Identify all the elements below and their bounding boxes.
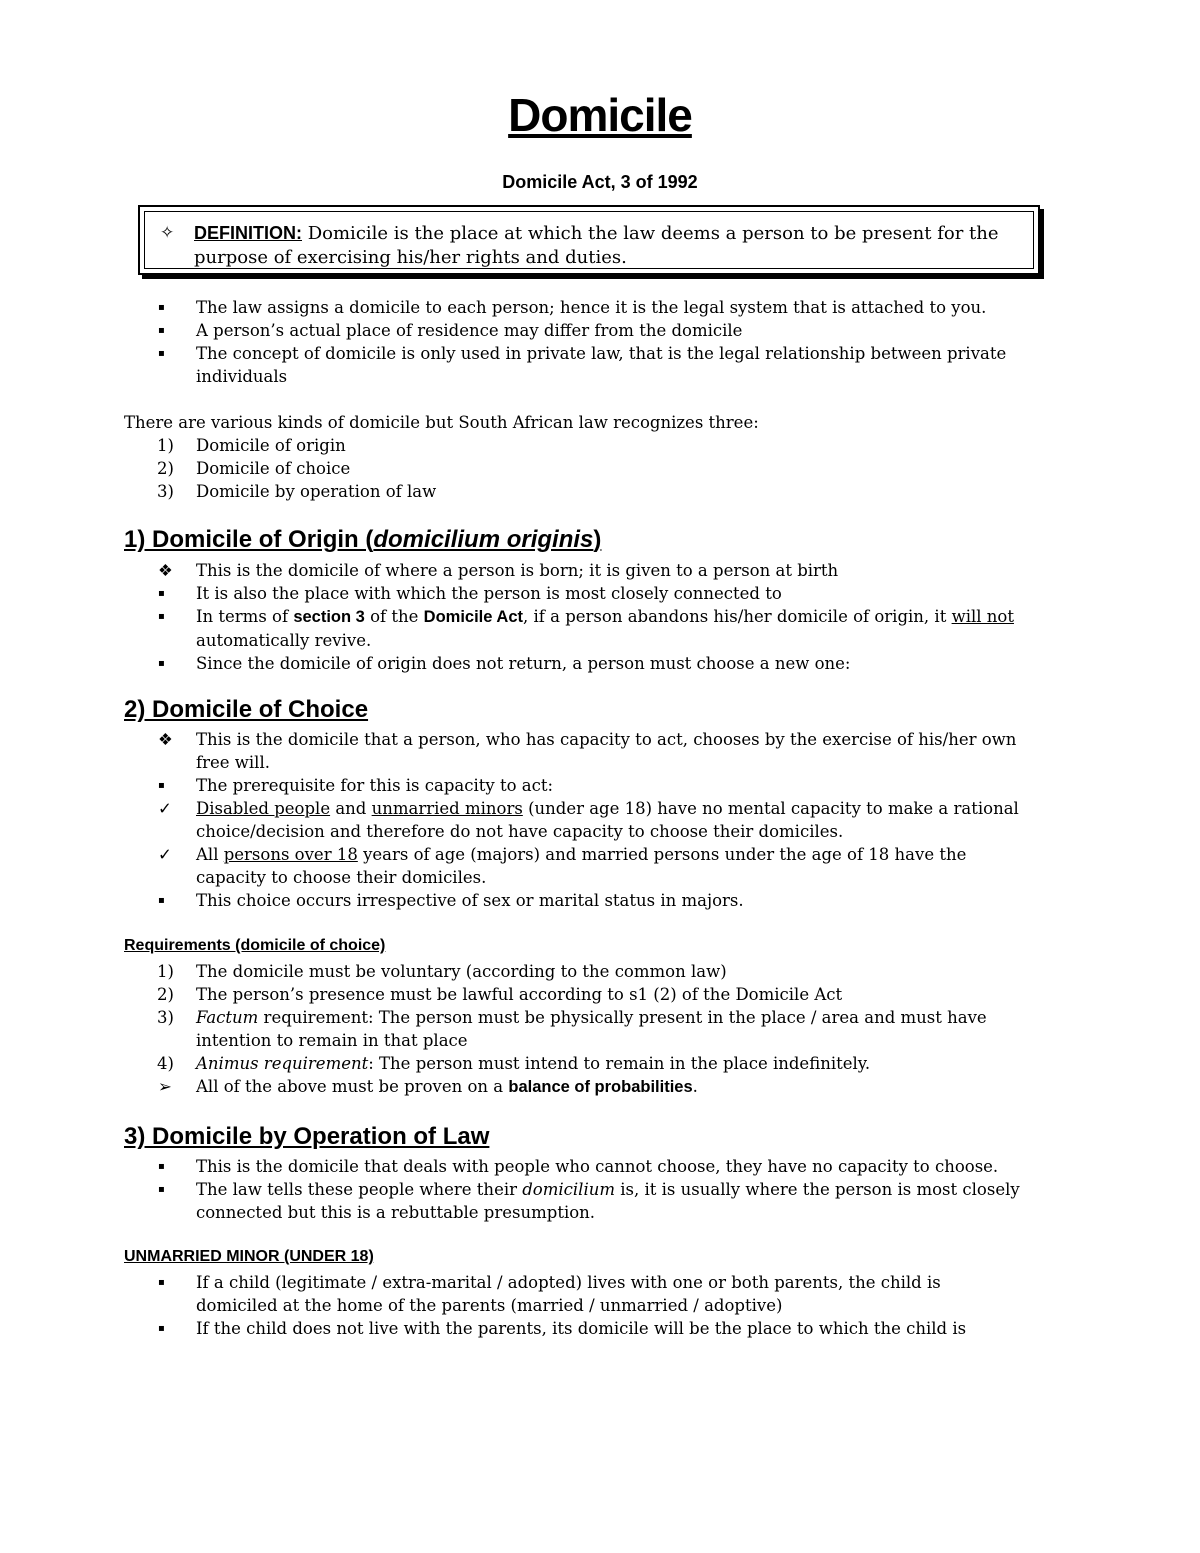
- square-bullet-icon: ▪: [158, 611, 165, 622]
- definition-text: [194, 221, 1024, 270]
- origin-list: [0, 559, 1200, 675]
- kinds-intro: There are various kinds of domicile but South African law recognizes three:: [124, 413, 759, 432]
- kinds-list: [0, 434, 1200, 503]
- list-item: ▪ If the child does not live with the parents, its domicile will be the place to which the child is: [158, 1319, 967, 1338]
- list-item: 2) The person’s presence must be lawful according to s1 (2) of the Domicile Act: [157, 985, 843, 1004]
- square-bullet-icon: ▪: [158, 780, 165, 791]
- arrow-bullet-icon: ➢: [158, 1077, 172, 1096]
- list-item: 3) Domicile by operation of law: [157, 482, 437, 501]
- list-item: ▪ The law assigns a domicile to each person; hence it is the legal system that is attached to you.: [158, 298, 987, 317]
- square-bullet-icon: ▪: [158, 325, 165, 336]
- four-point-star-icon: ✧: [160, 223, 175, 243]
- intro-bullet-list: [0, 296, 1200, 388]
- diamond-bullet-icon: ❖: [158, 730, 173, 749]
- list-item: ❖ This is the domicile that a person, who has capacity to act, chooses by the exercise of his/her own free will.: [158, 730, 1017, 772]
- section-heading-operation: 3) Domicile by Operation of Law: [124, 1123, 490, 1150]
- list-item: ▪ If a child (legitimate / extra-marital / adopted) lives with one or both parents, the child is domiciled at the home of the parents (married / unmarried / adoptive): [158, 1273, 941, 1315]
- square-bullet-icon: ▪: [158, 895, 165, 906]
- requirements-heading: Requirements (domicile of choice): [124, 937, 386, 954]
- square-bullet-icon: ▪: [158, 302, 165, 313]
- list-item: ▪ It is also the place with which the person is most closely connected to: [158, 584, 782, 603]
- list-item: ▪ The law tells these people where their domicilium is, it is usually where the person is most closely connected but this is a rebuttable presumption.: [158, 1180, 1020, 1222]
- list-item: ▪ Since the domicile of origin does not return, a person must choose a new one:: [158, 654, 851, 673]
- list-item: 1) Domicile of origin: [157, 436, 346, 455]
- square-bullet-icon: ▪: [158, 658, 165, 669]
- list-item: ▪ In terms of section 3 of the Domicile Act, if a person abandons his/her domicile of origin, it will not automatically revive.: [158, 607, 1014, 650]
- square-bullet-icon: ▪: [158, 348, 165, 359]
- page-title: Domicile: [508, 89, 692, 141]
- diamond-bullet-icon: ❖: [158, 561, 173, 580]
- square-bullet-icon: ▪: [158, 1277, 165, 1288]
- square-bullet-icon: ▪: [158, 1161, 165, 1172]
- list-item: 2) Domicile of choice: [157, 459, 351, 478]
- list-item: ➢ All of the above must be proven on a balance of probabilities.: [158, 1077, 698, 1096]
- list-item: ▪ The concept of domicile is only used in private law, that is the legal relationship between private individuals: [158, 344, 1007, 386]
- list-item: 3) Factum requirement: The person must be physically present in the place / area and must have intention to remain in that place: [157, 1008, 987, 1050]
- list-item: ▪ This is the domicile that deals with people who cannot choose, they have no capacity to choose.: [158, 1157, 999, 1176]
- check-icon: ✓: [158, 799, 172, 818]
- square-bullet-icon: ▪: [158, 588, 165, 599]
- list-item: 4) Animus requirement: The person must intend to remain in the place indefinitely.: [157, 1054, 871, 1073]
- list-item: ▪ This choice occurs irrespective of sex or marital status in majors.: [158, 891, 744, 910]
- operation-list: [0, 1155, 1200, 1224]
- list-item: ✓ All persons over 18 years of age (majors) and married persons under the age of 18 have the capacity to choose their domiciles.: [158, 845, 967, 887]
- list-item: ✓ Disabled people and unmarried minors (under age 18) have no mental capacity to make a rational choice/decision and therefore do not have capacity to choose their domiciles.: [158, 799, 1019, 841]
- list-item: ▪ A person’s actual place of residence may differ from the domicile: [158, 321, 743, 340]
- list-item: ▪ The prerequisite for this is capacity to act:: [158, 776, 554, 795]
- square-bullet-icon: ▪: [158, 1184, 165, 1195]
- requirements-list: [0, 960, 1200, 1099]
- page-subtitle: Domicile Act, 3 of 1992: [502, 172, 698, 192]
- definition-body: Domicile is the place at which the law deems a person to be present for the purpose of exercising his/her rights and duties.: [194, 223, 999, 268]
- list-item: ❖ This is the domicile of where a person is born; it is given to a person at birth: [158, 561, 839, 580]
- square-bullet-icon: ▪: [158, 1323, 165, 1334]
- section-heading-origin: 1) Domicile of Origin (domicilium originis): [124, 526, 602, 553]
- check-icon: ✓: [158, 845, 172, 864]
- minor-heading: UNMARRIED MINOR (UNDER 18): [124, 1248, 374, 1265]
- definition-label: DEFINITION:: [194, 223, 302, 243]
- minor-list: [0, 1271, 1200, 1340]
- choice-list: [0, 728, 1200, 912]
- definition-box: [138, 205, 1040, 275]
- list-item: 1) The domicile must be voluntary (according to the common law): [157, 962, 727, 981]
- section-heading-choice: 2) Domicile of Choice: [124, 696, 369, 723]
